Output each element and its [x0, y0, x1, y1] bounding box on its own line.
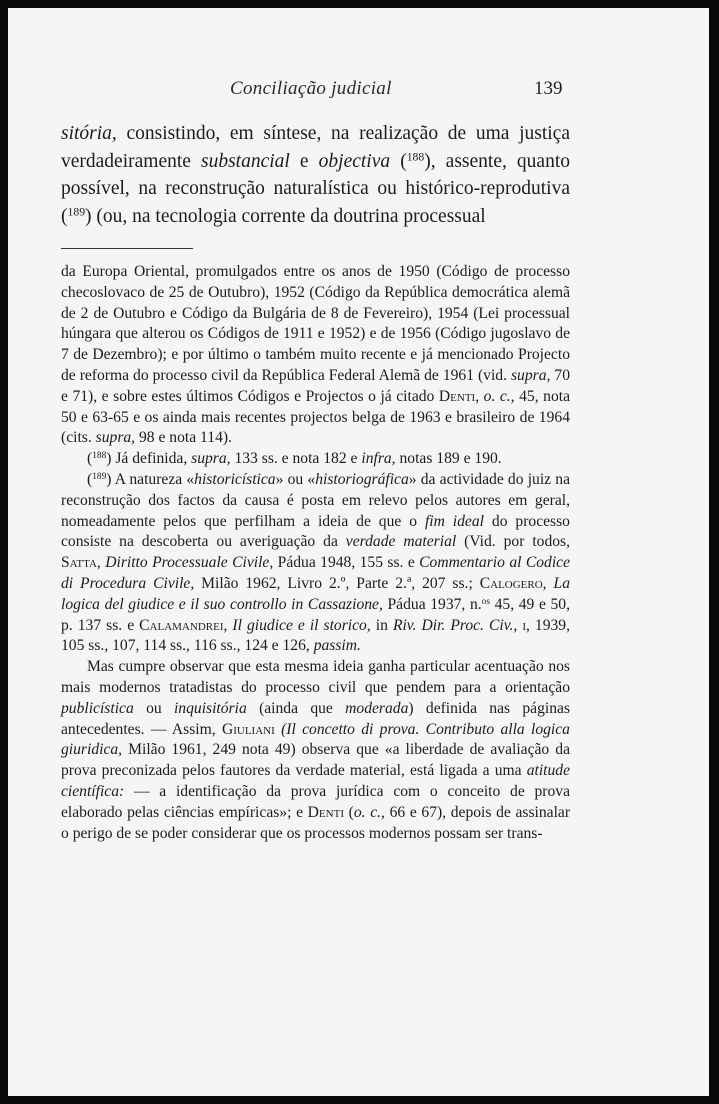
text-run: i,	[522, 616, 530, 634]
text-run: — a identificação da prova jurídica com o conceito de prova elaborado pelas ciências empíricas»; e	[61, 782, 570, 821]
text-run: » ou «	[275, 470, 316, 488]
author-name: Calogero,	[479, 574, 547, 592]
text-run: e	[289, 150, 319, 172]
text-run: (	[87, 470, 93, 488]
text-italic: supra,	[95, 429, 136, 447]
text-run: Pádua 1937, n.	[382, 595, 482, 613]
text-run: 98 e nota 114).	[135, 429, 232, 447]
text-run	[547, 575, 554, 592]
text-italic: objectiva	[318, 150, 391, 172]
text-run: 45, 49 e 50, p. 137 ss. e	[61, 595, 570, 634]
text-italic: (Il concetto di prova. Contributo alla logica giuridica,	[61, 720, 570, 759]
text-italic: moderada	[345, 699, 409, 717]
footnote-continuation	[61, 262, 570, 449]
text-run: Milão 1961, 249 nota 49) observa que «a liberdade de avaliação da prova preconizada pelos fautores da verdade material, está ligada a uma	[61, 741, 570, 780]
footnote-number: 189	[92, 471, 107, 482]
text-run: ), assente, quanto possível, na reconstrução naturalística ou histórico-reprodutiva (	[61, 150, 571, 227]
book-page	[8, 8, 709, 1096]
text-run: » da actividade do juiz na reconstrução dos factos da causa é posta em relevo pelos autores em geral, nomeadamente pelos que perfilham a ideia de que o	[61, 470, 571, 530]
text-italic: o. c.,	[483, 387, 515, 405]
text-run: da Europa Oriental, promulgados entre os anos de 1950 (Código de processo checoslovaco de 25 de Outubro), 1952 (Código da República democrática alemã de 2 de Outubro e Código da Bulgária de 8 de Fevereiro), 1954 (Lei processual húngara que alterou os Códigos de 1911 e 1952) e de 1956 (Código jugoslavo de 7 de Dezembro); e por último o também muito recente e já mencionado Projecto de reforma do processo civil da República Federal Alemã de 1961 (vid.	[61, 263, 570, 384]
main-text	[61, 120, 570, 230]
text-italic: inquisitória	[173, 699, 247, 717]
text-run: 45, nota 50 e 63-65 e os ainda mais recentes projectos belga de 1963 e brasileiro de 1964 (cits.	[61, 387, 570, 447]
footnote-number: 188	[92, 451, 107, 462]
text-run: 1939, 105 ss., 107, 114 ss., 116 ss., 124 e 126,	[61, 616, 570, 655]
text-italic: Il giudice e il storico,	[232, 616, 371, 634]
footnote-rule	[61, 248, 193, 249]
text-italic: fim ideal	[424, 512, 484, 530]
running-head	[8, 78, 709, 102]
author-name: Denti	[307, 803, 344, 821]
text-run: consistindo, em síntese, na realização de uma justiça verdadeiramente	[61, 123, 570, 172]
text-italic: supra,	[191, 450, 231, 468]
footnote-189	[61, 470, 570, 657]
author-name: Giuliani	[221, 720, 275, 738]
text-run: do processo consiste na descoberta ou averiguação da	[61, 512, 570, 551]
text-italic: supra,	[510, 366, 551, 384]
text-italic: verdade material	[345, 533, 457, 551]
footnote-ref-188: 188	[406, 150, 425, 164]
text-italic: La logica del giudice e il suo controllo in Cassazione,	[61, 574, 570, 613]
text-run: notas 189 e 190.	[395, 450, 502, 468]
text-run: (ainda que	[246, 699, 346, 717]
text-run: ) (ou, na tecnologia corrente da doutrina processual	[85, 205, 486, 227]
text-italic: Diritto Processuale Civile,	[105, 554, 274, 572]
footnote-189-paragraph-2	[61, 657, 570, 844]
text-run: (Vid. por todos,	[456, 533, 571, 551]
text-italic: infra,	[361, 450, 396, 468]
text-italic: o. c.,	[353, 803, 385, 821]
text-run: (	[343, 803, 354, 821]
text-italic: publicística	[61, 699, 134, 717]
page-number: 139	[534, 78, 563, 99]
text-italic: Commentario al Codice di Procedura Civile,	[61, 554, 571, 592]
text-italic: atitude científica:	[61, 762, 570, 800]
main-paragraph	[61, 120, 570, 230]
author-name: Satta,	[61, 554, 101, 572]
text-run: Pádua 1948, 155 ss. e	[273, 554, 420, 572]
text-run: in	[370, 616, 393, 634]
text-run: 133 ss. e nota 182 e	[230, 450, 362, 468]
text-run: Mas cumpre observar que esta mesma ideia ganha particular acentuação nos mais modernos tratadistas do processo civil que pendem para a orientação	[61, 658, 570, 696]
footnote-ref-189: 189	[67, 205, 86, 219]
text-run: ) A natureza «	[106, 470, 195, 488]
footnote-188	[61, 449, 570, 470]
text-italic: substancial	[201, 150, 290, 172]
text-italic: passim.	[313, 637, 361, 655]
author-name: Calamandrei,	[139, 616, 228, 634]
text-italic: historiográfica	[315, 470, 409, 488]
text-run: 70 e 71), e sobre estes últimos Códigos e Projectos o já citado	[61, 366, 570, 405]
text-run: 66 e 67), depois de assinalar o perigo de se poder considerar que os processos modernos possam ser trans-	[61, 803, 571, 842]
text-run: ou	[133, 699, 174, 717]
text-run: ) Já definida,	[106, 450, 192, 468]
text-run: ) definida nas páginas antecedentes. — Assim,	[61, 699, 571, 738]
text-italic: sitória,	[61, 123, 117, 144]
text-superscript: os	[481, 596, 490, 607]
footnotes	[61, 262, 570, 844]
text-run: (	[390, 150, 407, 172]
running-title: Conciliação judicial	[230, 78, 392, 99]
text-run: (	[87, 450, 93, 468]
author-name: Denti,	[438, 387, 480, 405]
text-italic: Riv. Dir. Proc. Civ.,	[392, 616, 518, 634]
text-run: Milão 1962, Livro 2.º, Parte 2.ª, 207 ss.;	[194, 574, 480, 592]
text-italic: historicística	[194, 470, 276, 488]
